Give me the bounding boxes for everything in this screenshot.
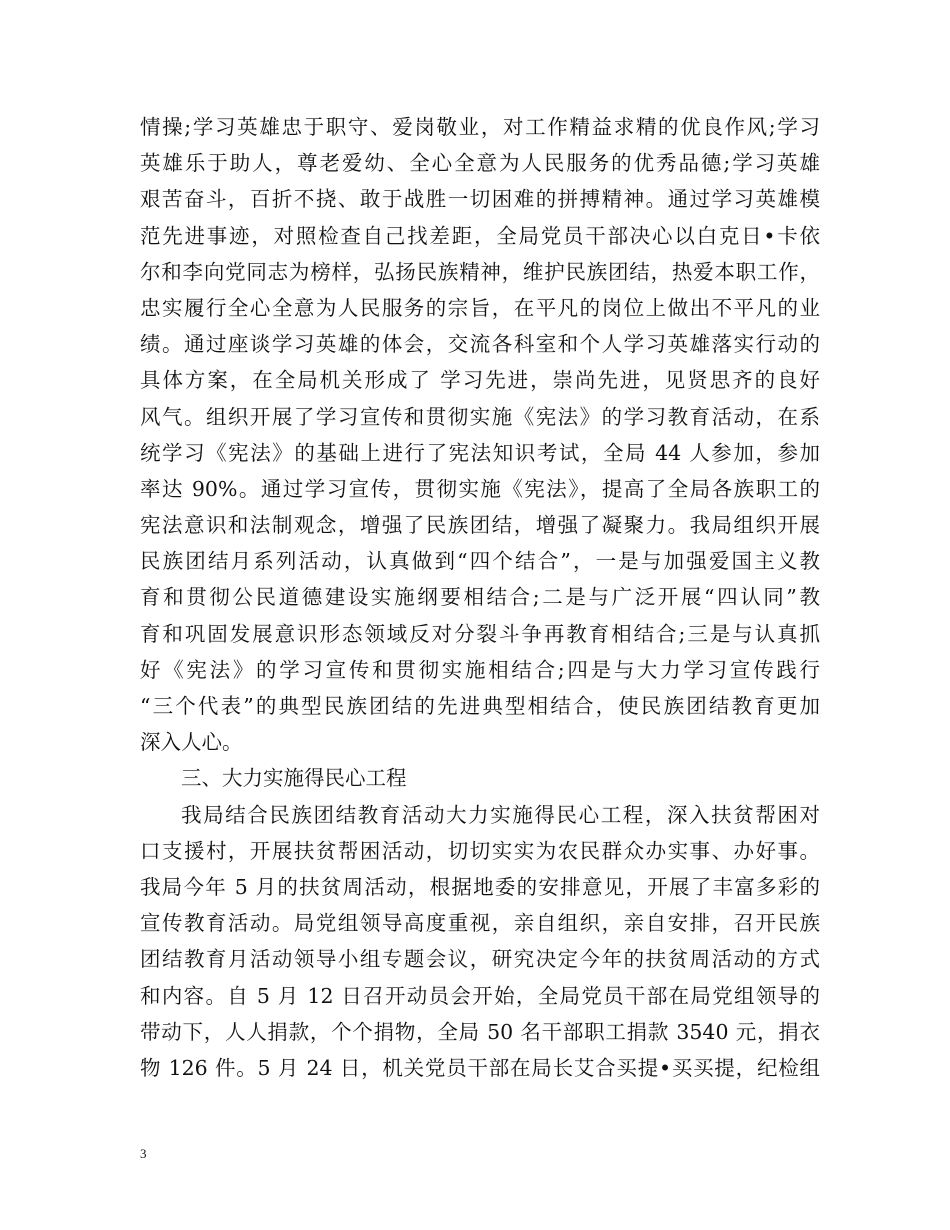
text-line: 宣传教育活动。局党组领导高度重视，亲自组织，亲自安排，召开民族 bbox=[140, 911, 820, 936]
text-line: 尔和李向党同志为榜样，弘扬民族精神，维护民族团结，热爱本职工作， bbox=[140, 259, 820, 284]
text-line: 艰苦奋斗，百折不挠、敢于战胜一切困难的拼搏精神。通过学习英雄模 bbox=[140, 187, 820, 212]
text-line: 和内容。自 5 月 12 日召开动员会开始，全局党员干部在局党组领导的 bbox=[140, 983, 820, 1008]
section-heading: 三、大力实施得民心工程 bbox=[181, 766, 407, 791]
text-line: 范先进事迹，对照检查自己找差距，全局党员干部决心以白克日•卡依 bbox=[140, 223, 820, 248]
text-line: 好《宪法》的学习宣传和贯彻实施相结合;四是与大力学习宣传践行 bbox=[140, 657, 820, 682]
text-line: 民族团结月系列活动，认真做到“四个结合”，一是与加强爱国主义教 bbox=[140, 549, 820, 574]
text-line: 统学习《宪法》的基础上进行了宪法知识考试，全局 44 人参加，参加 bbox=[140, 440, 820, 465]
text-line: 忠实履行全心全意为人民服务的宗旨，在平凡的岗位上做出不平凡的业 bbox=[140, 295, 820, 320]
text-line: 宪法意识和法制观念，增强了民族团结，增强了凝聚力。我局组织开展 bbox=[140, 513, 820, 538]
text-line: 我局结合民族团结教育活动大力实施得民心工程，深入扶贫帮困对 bbox=[181, 802, 820, 827]
text-line: 情操;学习英雄忠于职守、爱岗敬业，对工作精益求精的优良作风;学习 bbox=[140, 115, 820, 139]
text-line: 团结教育月活动领导小组专题会议，研究决定今年的扶贫周活动的方式 bbox=[140, 947, 820, 972]
text-line: 深入人心。 bbox=[140, 730, 243, 755]
text-line: 风气。组织开展了学习宣传和贯彻实施《宪法》的学习教育活动，在系 bbox=[140, 404, 820, 429]
text-line: 我局今年 5 月的扶贫周活动，根据地委的安排意见，开展了丰富多彩的 bbox=[140, 874, 820, 899]
text-line: 带动下，人人捐款，个个捐物，全局 50 名干部职工捐款 3540 元，捐衣 bbox=[140, 1019, 820, 1044]
text-line: 育和巩固发展意识形态领域反对分裂斗争再教育相结合;三是与认真抓 bbox=[140, 621, 820, 646]
text-line: 口支援村，开展扶贫帮困活动，切切实实为农民群众办实事、办好事。 bbox=[140, 838, 820, 863]
text-line: 率达 90%。通过学习宣传，贯彻实施《宪法》，提高了全局各族职工的 bbox=[140, 476, 820, 501]
text-line: 物 126 件。5 月 24 日，机关党员干部在局长艾合买提•买买提，纪检组 bbox=[140, 1055, 820, 1080]
page-number: 3 bbox=[140, 1146, 147, 1161]
text-line: 绩。通过座谈学习英雄的体会，交流各科室和个人学习英雄落实行动的 bbox=[140, 332, 820, 357]
text-line: 育和贯彻公民道德建设实施纲要相结合;二是与广泛开展“四认同”教 bbox=[140, 585, 820, 610]
text-line: 具体方案，在全局机关形成了 学习先进，崇尚先进，见贤思齐的良好 bbox=[140, 368, 820, 393]
document-body bbox=[140, 109, 820, 1086]
text-line: 英雄乐于助人，尊老爱幼、全心全意为人民服务的优秀品德;学习英雄 bbox=[140, 151, 820, 176]
text-line: “三个代表”的典型民族团结的先进典型相结合，使民族团结教育更加 bbox=[140, 694, 820, 718]
